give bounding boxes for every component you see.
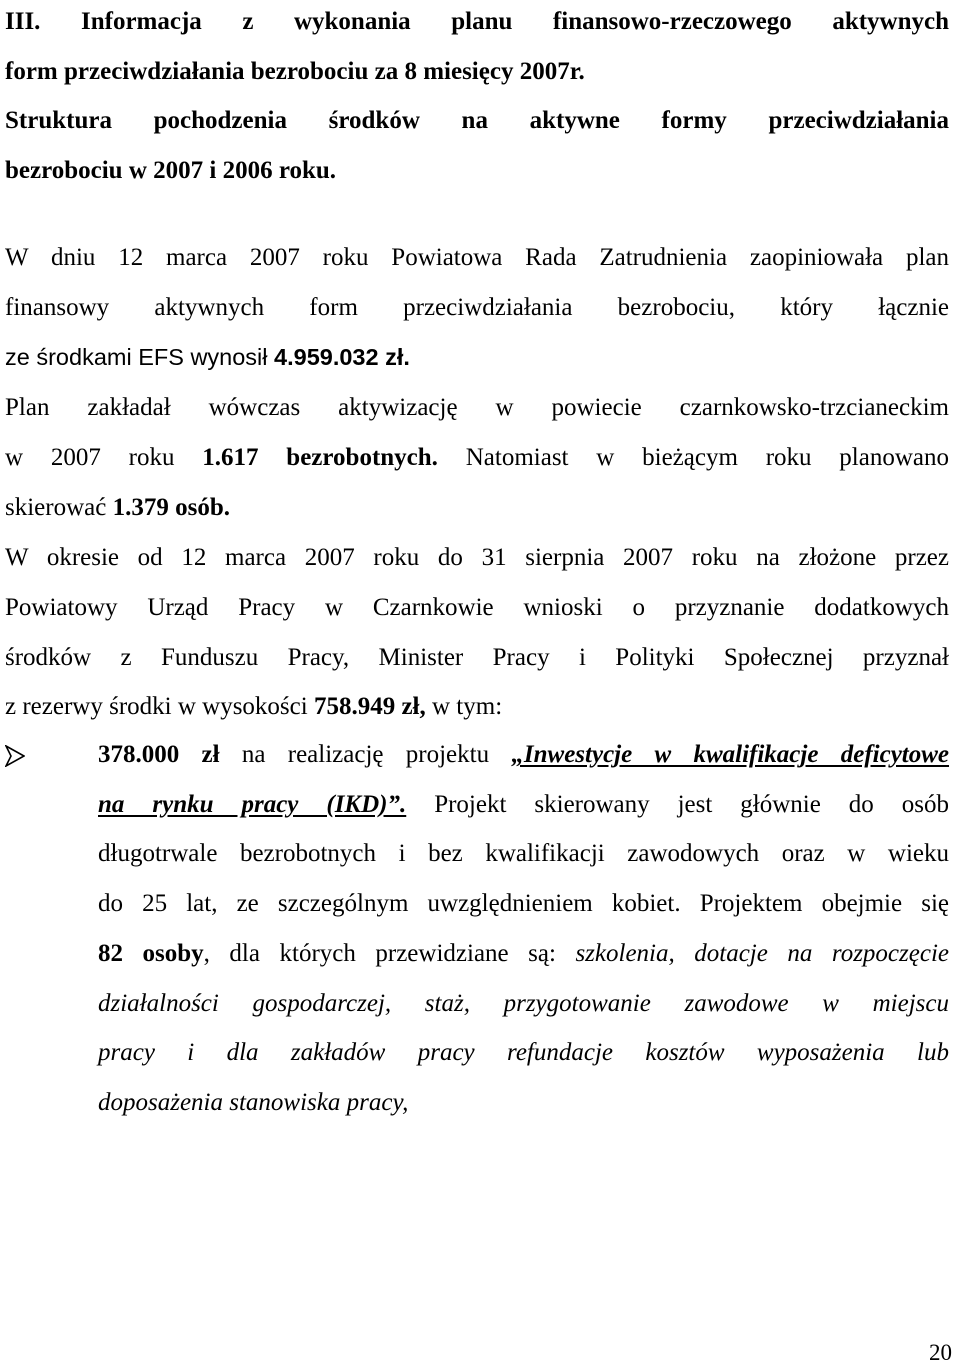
section-heading (5, 0, 949, 195)
paragraph-reserve (5, 533, 949, 732)
ikd-forms-italic: szkolenia, dotacje na rozpoczęcie (575, 939, 949, 967)
ikd-amount: 378.000 zł (98, 741, 220, 768)
activation-text: w 2007 roku (5, 443, 203, 471)
heading-line-2: form przeciwdziałania bezrobociu za 8 miesięcy 2007r. (5, 57, 585, 85)
bullet-line-4: do 25 lat, ze szczególnym uwzględnieniem kobiet. Projektem obejmie się (98, 890, 949, 918)
referral-count: 1.379 osób. (112, 493, 230, 521)
plan-amount: 4.959.032 zł. (274, 343, 410, 370)
paragraph-activation (5, 383, 949, 532)
paragraph-plan-line-2: finansowy aktywnych form przeciwdziałania bezrobociu, który łącznie (5, 293, 949, 321)
ikd-project-title: „Inwestycje w kwalifikacje deficytowe (511, 741, 950, 768)
plan-text: ze środkami EFS wynosił (5, 343, 275, 370)
heading-line-4: bezrobociu w 2007 i 2006 roku. (5, 156, 337, 184)
page-number: 20 (929, 1340, 952, 1365)
paragraph-plan-line-1: W dniu 12 marca 2007 roku Powiatowa Rada Zatrudnienia zaopiniowała plan (5, 244, 949, 271)
bullet-line-7: pracy i dla zakładów pracy refundacje kosztów wyposażenia lub (98, 1039, 949, 1067)
paragraph-reserve-line-1: W okresie od 12 marca 2007 roku do 31 sierpnia 2007 roku na złożone przez (5, 544, 949, 571)
ikd-text-2: Projekt skierowany jest głównie do osób (406, 790, 949, 818)
activation-count: 1.617 bezrobotnych. (202, 443, 438, 471)
referral-text: skierować (5, 493, 113, 521)
paragraph-activation-line-2 (5, 433, 949, 483)
heading-line-3 (5, 96, 949, 146)
paragraph-reserve-line-4 (5, 682, 949, 732)
heading-line-3-text: Struktura pochodzenia środków (5, 107, 420, 134)
bullet-item-ikd (5, 730, 949, 1130)
paragraph-activation-line-3 (5, 483, 949, 533)
paragraph-plan-line-3 (5, 333, 949, 383)
arrowhead-bullet-icon (5, 745, 25, 767)
ikd-project-title-cont: na rynku pracy (IKD)”. (98, 790, 407, 818)
heading-line-1 (5, 0, 949, 47)
activation-text-post: Natomiast w bieżącym roku planowano (437, 443, 950, 471)
paragraph-plan (5, 233, 949, 382)
bullet-text (98, 730, 949, 1128)
participants-count: 82 osoby (98, 939, 204, 967)
reserve-amount: 758.949 zł, (313, 693, 426, 721)
reserve-text: z rezerwy środki w wysokości (5, 693, 314, 721)
bullet-line-2 (98, 780, 949, 830)
heading-line-1-text: III. Informacja z wykonania planu finansowo-rzeczowego (5, 8, 792, 35)
bullet-line-6: działalności gospodarczej, staż, przygotowanie zawodowe w miejscu (98, 989, 949, 1017)
bullet-line-3: długotrwale bezrobotnych i bez kwalifikacji zawodowych oraz w wieku (98, 840, 949, 868)
ikd-text-5: , dla których przewidziane są: (203, 939, 576, 967)
paragraph-reserve-line-2: Powiatowy Urząd Pracy w Czarnkowie wnioski o przyznanie dodatkowych (5, 593, 949, 621)
heading-line-1-tail: aktywnych (832, 8, 949, 35)
heading-line-3-tail: na aktywne formy przeciwdziałania (461, 107, 950, 134)
bullet-line-8: doposażenia stanowiska pracy, (98, 1088, 409, 1116)
paragraph-activation-line-1: Plan zakładał wówczas aktywizację w powiecie czarnkowsko-trzcianeckim (5, 394, 949, 421)
bullet-line-1 (98, 730, 949, 780)
paragraph-reserve-line-3: środków z Funduszu Pracy, Minister Pracy i Polityki Społecznej przyznał (5, 643, 949, 671)
ikd-text: na realizację projektu (219, 741, 512, 768)
bullet-line-5 (98, 929, 949, 979)
reserve-text-post: w tym: (425, 693, 503, 721)
